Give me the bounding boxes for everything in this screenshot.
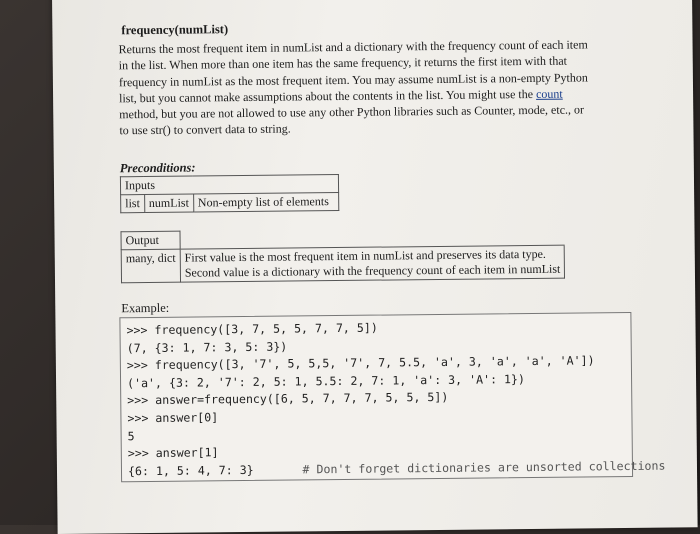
- code-line: >>> answer[1]: [127, 445, 219, 461]
- input-name: numList: [144, 194, 193, 213]
- input-type: list: [121, 195, 145, 213]
- code-line: >>> answer[0]: [127, 410, 219, 426]
- description-line: method, but you are not allowed to use any other Python libraries such as Counter, mode, etc., or: [119, 102, 585, 122]
- description-line: Returns the most frequent item in numList and a dictionary with the frequency count of each item: [118, 37, 588, 57]
- code-comment: # Don't forget dictionaries are unsorted collections: [302, 458, 666, 477]
- code-line: >>> frequency([3, 7, 5, 5, 7, 7, 5]): [126, 320, 378, 338]
- inputs-header: Inputs: [120, 175, 338, 195]
- input-desc: Non-empty list of elements: [193, 193, 338, 213]
- output-type: many, dict: [121, 249, 180, 283]
- description-line: to use str() to convert data to string.: [119, 121, 291, 138]
- count-link[interactable]: count: [535, 86, 563, 101]
- inputs-table: [120, 174, 339, 213]
- code-line: (7, {3: 1, 7: 3, 5: 3}): [126, 339, 288, 355]
- code-example-box: [119, 312, 666, 482]
- code-line: {6: 1, 5: 4, 7: 3} # Don't forget dictionaries are unsorted collections: [127, 458, 666, 478]
- output-table: [120, 227, 565, 284]
- description-line: frequency in numList as the most frequent item. You may assume numList is a non-empty Python: [118, 69, 588, 89]
- function-title: frequency(numList): [121, 22, 229, 38]
- output-desc-line: First value is the most frequent item in numList and preserves its data type.: [184, 246, 546, 265]
- code-line: ('a', {3: 2, '7': 2, 5: 1, 5.5: 2, 7: 1, 'a': 3, 'A': 1}): [127, 371, 526, 391]
- example-heading: Example:: [121, 300, 170, 316]
- description-line: in the list. When more than one item has the same frequency, it returns the first item with that: [118, 53, 568, 73]
- table-row: [121, 245, 565, 283]
- description-line: list, but you cannot make assumptions about the contents in the list. You might use the count: [119, 86, 563, 106]
- preconditions-heading: Preconditions:: [119, 160, 196, 176]
- code-line: >>> frequency([3, '7', 5, 5,5, '7', 7, 5.5, 'a', 3, 'a', 'a', 'A']): [126, 353, 595, 373]
- table-row: [121, 193, 339, 213]
- code-line: >>> answer=frequency([6, 5, 7, 7, 7, 5, 5, 5]): [127, 390, 449, 408]
- document-page: [52, 0, 698, 534]
- code-line: 5: [127, 428, 135, 443]
- function-description: [118, 36, 639, 139]
- output-header: Output: [121, 231, 180, 250]
- output-desc: [180, 245, 565, 282]
- output-desc-line: Second value is a dictionary with the frequency count of each item in numList: [184, 261, 561, 280]
